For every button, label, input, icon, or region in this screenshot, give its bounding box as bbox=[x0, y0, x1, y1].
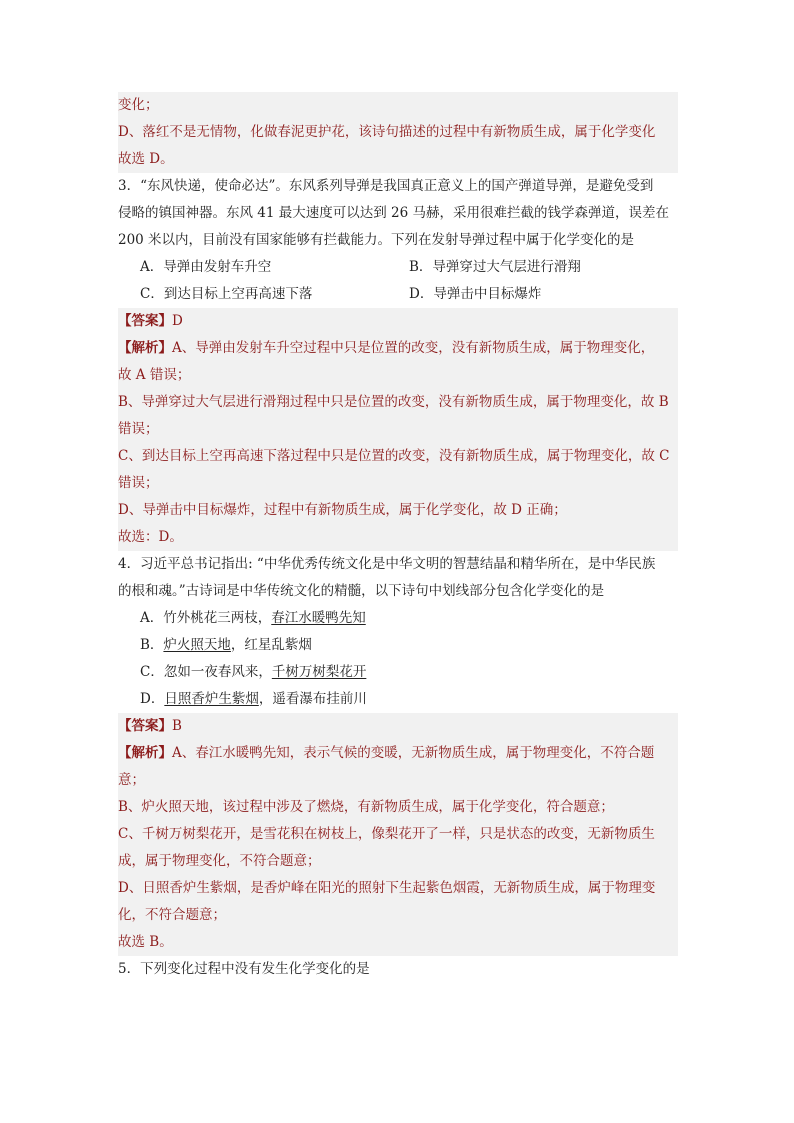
analysis-text: A、春江水暖鸭先知，表示气候的变暖，无新物质生成，属于物理变化，不符合题 bbox=[172, 745, 655, 761]
analysis-line: 成，属于物理变化，不符合题意； bbox=[118, 853, 321, 869]
answer-value: D bbox=[172, 313, 183, 329]
option-a bbox=[118, 605, 678, 632]
analysis-line: D、导弹击中目标爆炸，过程中有新物质生成，属于化学变化，故 D 正确； bbox=[118, 502, 567, 518]
option-d bbox=[118, 686, 678, 713]
answer-line bbox=[118, 308, 678, 335]
analysis-line: 意； bbox=[118, 772, 145, 788]
analysis-line: D、落红不是无情物，化做春泥更护花，该诗句描述的过程中有新物质生成，属于化学变化 bbox=[118, 124, 656, 140]
analysis-line: 故选 D。 bbox=[118, 151, 174, 167]
question-4 bbox=[118, 551, 678, 713]
analysis-line: 故选 B。 bbox=[118, 934, 173, 950]
underlined-phrase: 春江水暖鸭先知 bbox=[271, 610, 366, 626]
question-3-solution bbox=[118, 308, 678, 551]
analysis-line bbox=[118, 335, 678, 362]
option-a: A．导弹由发射车升空 bbox=[140, 259, 272, 275]
analysis-tag: 【解析】 bbox=[118, 745, 172, 761]
analysis-line: D、日照香炉生紫烟，是香炉峰在阳光的照射下生起紫色烟霞，无新物质生成，属于物理变 bbox=[118, 880, 656, 896]
option-label: A．竹外桃花三两枝， bbox=[140, 610, 272, 626]
analysis-text: A、导弹由发射车升空过程中只是位置的改变，没有新物质生成，属于物理变化， bbox=[172, 340, 655, 356]
question-3 bbox=[118, 173, 678, 308]
analysis-line: 错误； bbox=[118, 475, 159, 491]
question-stem-line: 3．“东风快递，使命必达”。东风系列导弹是我国真正意义上的国产弹道导弹，是避免受到 bbox=[118, 178, 654, 194]
analysis-line: 化，不符合题意； bbox=[118, 907, 226, 923]
question-stem-line: 4．习近平总书记指出: “中华优秀传统文化是中华文明的智慧结晶和精华所在，是中华民族 bbox=[118, 556, 656, 572]
question-stem-line: 侵略的镇国神器。东风 41 最大速度可以达到 26 马赫，采用很难拦截的钱学森弹道，误差在 bbox=[118, 205, 670, 221]
option-d: D．导弹击中目标爆炸 bbox=[409, 286, 542, 302]
answer-line bbox=[118, 713, 678, 740]
option-b bbox=[118, 632, 678, 659]
option-row bbox=[118, 254, 678, 281]
analysis-line: C、千树万树梨花开，是雪花积在树枝上，像梨花开了一样，只是状态的改变，无新物质生 bbox=[118, 826, 655, 842]
analysis-tag: 【解析】 bbox=[118, 340, 172, 356]
analysis-line bbox=[118, 740, 678, 767]
analysis-line: 故 A 错误； bbox=[118, 367, 191, 383]
question-stem-line: 的根和魂。”古诗词是中华传统文化的精髓，以下诗句中划线部分包含化学变化的是 bbox=[118, 583, 605, 599]
option-label: B． bbox=[140, 637, 164, 653]
option-label: C．忽如一夜春风来， bbox=[140, 664, 272, 680]
question-stem-line: 5．下列变化过程中没有发生化学变化的是 bbox=[118, 961, 370, 977]
underlined-phrase: 炉火照天地 bbox=[163, 637, 231, 653]
analysis-line: 变化； bbox=[118, 97, 159, 113]
prev-analysis-tail bbox=[118, 92, 678, 173]
question-5 bbox=[118, 956, 678, 983]
underlined-phrase: 千树万树梨花开 bbox=[271, 664, 367, 680]
option-b: B．导弹穿过大气层进行滑翔 bbox=[409, 259, 581, 275]
option-c bbox=[118, 659, 678, 686]
option-row bbox=[118, 281, 678, 308]
question-stem-line: 200 米以内，目前没有国家能够有拦截能力。下列在发射导弹过程中属于化学变化的是 bbox=[118, 232, 635, 248]
analysis-line: C、到达目标上空再高速下落过程中只是位置的改变，没有新物质生成，属于物理变化，故 C bbox=[118, 448, 670, 464]
document-page bbox=[118, 92, 678, 983]
analysis-line: 错误； bbox=[118, 421, 159, 437]
answer-tag: 【答案】 bbox=[118, 313, 172, 329]
option-label: D． bbox=[140, 691, 165, 707]
answer-tag: 【答案】 bbox=[118, 718, 172, 734]
analysis-line: 故选：D。 bbox=[118, 529, 183, 545]
option-c: C．到达目标上空再高速下落 bbox=[140, 286, 313, 302]
option-rest: ，遥看瀑布挂前川 bbox=[258, 691, 367, 707]
question-4-solution bbox=[118, 713, 678, 956]
answer-value: B bbox=[172, 718, 182, 734]
option-rest: ，红星乱紫烟 bbox=[230, 637, 312, 653]
analysis-line: B、炉火照天地，该过程中涉及了燃烧，有新物质生成，属于化学变化，符合题意； bbox=[118, 799, 614, 815]
analysis-line: B、导弹穿过大气层进行滑翔过程中只是位置的改变，没有新物质生成，属于物理变化，故 B bbox=[118, 394, 669, 410]
underlined-phrase: 日照香炉生紫烟 bbox=[164, 691, 259, 707]
